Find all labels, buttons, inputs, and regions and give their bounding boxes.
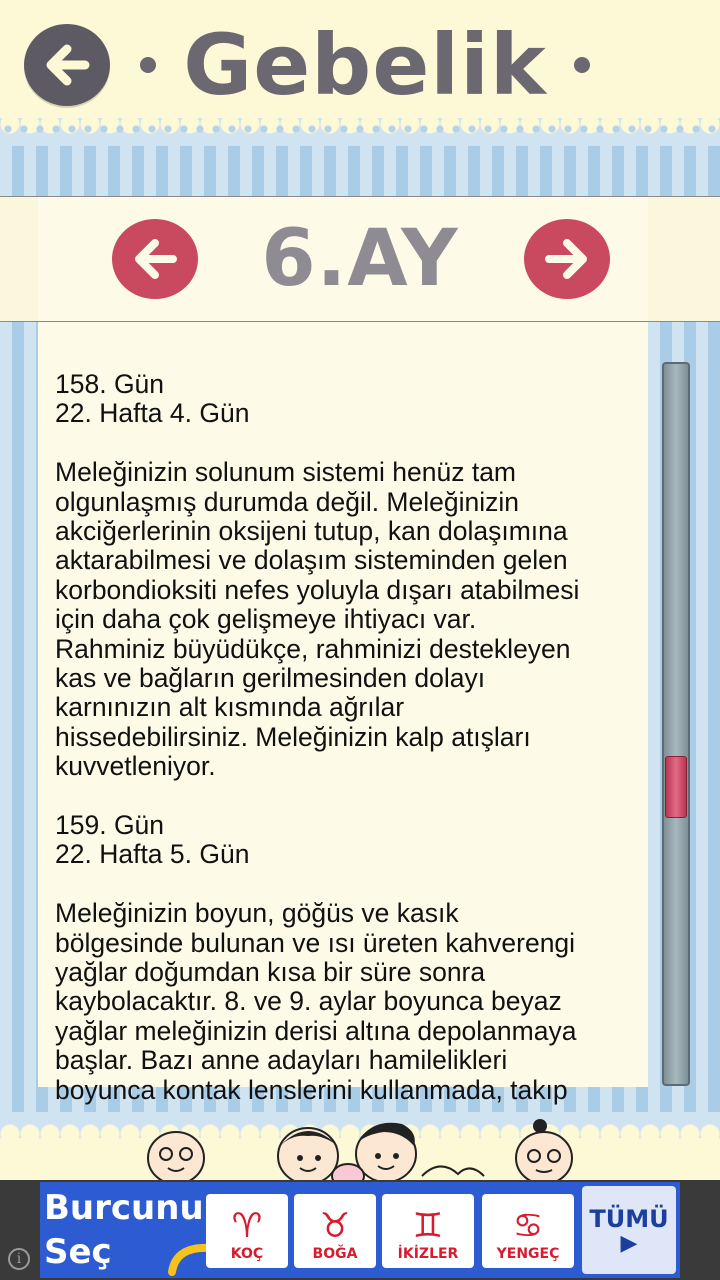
zodiac-aries-button[interactable]	[206, 1194, 288, 1268]
content-panel[interactable]	[38, 322, 648, 1105]
ad-title-line1: Burcunu	[44, 1188, 204, 1228]
taurus-icon: ♉	[319, 1206, 351, 1246]
arrow-right-icon	[539, 231, 595, 287]
entry-text-line: korbondioksiti nefes yoluyla dışarı atabilmesi	[55, 574, 580, 605]
header-lace-dots	[0, 124, 720, 134]
cancer-icon: ♋	[512, 1206, 544, 1246]
arrow-left-icon	[39, 37, 95, 93]
entry-text-line: karnınızın alt kısmında ağrılar	[55, 692, 405, 723]
ad-banner[interactable]	[0, 1180, 720, 1280]
entry-text-line: Meleğinizin boyun, göğüs ve kasık	[55, 898, 459, 929]
entry-text-line: bölgesinde bulunan ve ısı üreten kahverengi	[55, 927, 576, 958]
day-entry	[55, 370, 645, 782]
entry-text-line: hissedebilirsiniz. Meleğinizin kalp atışları	[55, 721, 531, 752]
entry-text-line: Meleğinizin solunum sistemi henüz tam	[55, 457, 517, 488]
entry-text-line: başlar. Bazı anne adayları hamilelikleri	[55, 1045, 508, 1076]
entry-text-line: boyunca kontak lenslerini kullanmada, takıp	[55, 1074, 568, 1105]
month-title: 6.AY	[261, 214, 459, 304]
prev-month-button[interactable]	[112, 219, 198, 299]
zodiac-taurus-button[interactable]	[294, 1194, 376, 1268]
title-dot-right	[574, 57, 590, 73]
content-scrollbar[interactable]	[662, 362, 690, 1086]
page-title: Gebelik	[183, 16, 547, 114]
zodiac-label: İKİZLER	[397, 1246, 459, 1262]
week-label: 22. Hafta 5. Gün	[55, 839, 250, 870]
back-button[interactable]	[24, 24, 110, 106]
entry-text-line: kaybolacaktır. 8. ve 9. aylar boyunca beyaz	[55, 986, 562, 1017]
entry-text-line: yağlar doğumdan kısa bir süre sonra	[55, 957, 486, 988]
all-signs-label: TÜMÜ	[589, 1205, 669, 1233]
arrow-left-icon	[127, 231, 183, 287]
app-header	[0, 0, 720, 128]
header-title-group	[140, 10, 590, 120]
grandpa-face	[148, 1132, 204, 1184]
ad-title-line2: Seç	[44, 1232, 112, 1272]
week-label: 22. Hafta 4. Gün	[55, 398, 250, 429]
zodiac-label: BOĞA	[312, 1246, 358, 1262]
zodiac-cancer-button[interactable]	[482, 1194, 574, 1268]
family-illustration	[140, 1118, 590, 1180]
all-signs-button[interactable]	[582, 1186, 676, 1274]
entry-text-line: aktarabilmesi ve dolaşım sisteminden gelen	[55, 545, 568, 576]
entry-text-line: kuvvetleniyor.	[55, 751, 216, 782]
entry-text-line: kas ve bağların gerilmesinden dolayı	[55, 663, 486, 694]
month-nav-bar	[0, 196, 720, 322]
ad-info-icon[interactable]: i	[8, 1248, 30, 1270]
entry-text-line: için daha çok gelişmeye ihtiyacı var.	[55, 604, 477, 635]
scrollbar-thumb[interactable]	[665, 756, 687, 818]
entry-text-line: Rahminiz büyüdükçe, rahminizi destekleyen	[55, 633, 571, 664]
day-label: 159. Gün	[55, 810, 165, 841]
aries-icon: ♈	[231, 1206, 263, 1246]
play-arrow-icon: ▶	[620, 1231, 638, 1256]
zodiac-ad[interactable]	[40, 1182, 680, 1278]
gemini-icon: ♊	[412, 1206, 444, 1246]
entry-text-line: yağlar meleğinizin derisi altına depolanmaya	[55, 1015, 577, 1046]
next-month-button[interactable]	[524, 219, 610, 299]
title-dot-left	[140, 57, 156, 73]
day-label: 158. Gün	[55, 369, 165, 399]
zodiac-gemini-button[interactable]	[382, 1194, 474, 1268]
content-text	[55, 370, 645, 1135]
entry-text-line: olgunlaşmış durumda değil. Meleğinizin	[55, 486, 519, 517]
entry-text-line: akciğerlerinin oksijeni tutup, kan dolaşımına	[55, 516, 568, 547]
zodiac-label: YENGEÇ	[496, 1246, 560, 1262]
day-entry	[55, 811, 645, 1105]
zodiac-label: KOÇ	[230, 1246, 264, 1262]
